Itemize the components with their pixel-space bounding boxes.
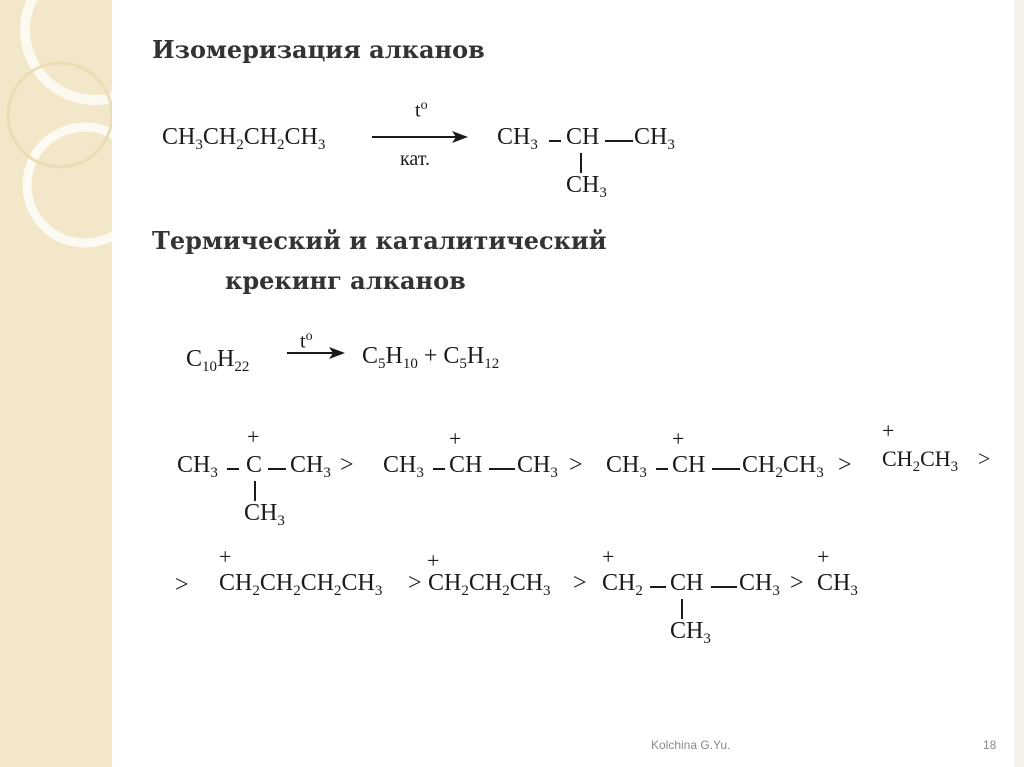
gt-6: >: [573, 570, 587, 596]
isobutane-right-group: $CH_3$: [634, 124, 675, 153]
cation1-charge: +: [247, 424, 260, 449]
cation2-charge: +: [449, 426, 462, 451]
cation3-bond-right: [712, 468, 740, 470]
arrow1-temperature-label: $t^o$: [415, 98, 428, 122]
cation2-bond-left: [433, 468, 445, 470]
decorative-side-band: [0, 0, 112, 767]
cation4-charge: +: [882, 418, 895, 443]
cation7-branch: $CH_3$: [670, 618, 711, 647]
arrow2-temperature-label: $t^o$: [300, 329, 313, 353]
cation3-left: $CH_3$: [606, 452, 647, 481]
gt-4: >: [978, 446, 991, 471]
arrow1-catalyst-label: кат.: [400, 148, 431, 170]
cation7-charge: +: [602, 544, 615, 569]
cation3-right: $CH_2CH_3$: [742, 452, 824, 481]
gt-7: >: [790, 570, 804, 596]
cation7-bond-right: [711, 586, 737, 588]
right-edge-shade: [1014, 0, 1024, 767]
title-cracking-line1: Термический и каталитический: [152, 226, 607, 255]
cation6-charge: +: [427, 548, 440, 573]
isobutane-bond-down: [580, 153, 582, 173]
isobutane-bond-left: [549, 140, 561, 142]
cation7-left: $CH_2$: [602, 570, 643, 599]
decorative-rings-icon: [0, 0, 112, 767]
gt-2: >: [569, 452, 583, 478]
cation1-center: C: [246, 452, 263, 478]
cation7-bond-down: [681, 599, 683, 619]
cation1-bond-right: [268, 468, 286, 470]
footer-author: Kolchina G.Yu.: [651, 738, 731, 752]
cation1-bond-down: [254, 481, 256, 501]
title-cracking-line2: крекинг алканов: [225, 266, 466, 295]
cation6: $CH_2CH_2CH_3$: [428, 570, 551, 599]
cation2-right: $CH_3$: [517, 452, 558, 481]
cation2-center: CH: [449, 452, 483, 478]
cation3-center: CH: [672, 452, 706, 478]
isobutane-branch: $CH_3$: [566, 172, 607, 201]
cation2-left: $CH_3$: [383, 452, 424, 481]
cation7-center: CH: [670, 570, 704, 596]
cation1-branch: $CH_3$: [244, 500, 285, 529]
cation5-charge: +: [219, 544, 232, 569]
cation4: $CH_2CH_3$: [882, 446, 959, 475]
cation7-right: $CH_3$: [739, 570, 780, 599]
arrow2-icon: [287, 346, 347, 360]
gt-5: >: [408, 570, 422, 596]
title-isomerization: Изомеризация алканов: [152, 35, 485, 64]
cation8-charge: +: [817, 544, 830, 569]
cracking-products: $C_5H_{10} + C_5H_{12}$: [362, 343, 500, 372]
cation2-bond-right: [489, 468, 515, 470]
page-number: 18: [983, 738, 997, 752]
arrow1-icon: [372, 130, 470, 144]
cation3-bond-left: [656, 468, 668, 470]
isomerization-reactant: $CH_3CH_2CH_2CH_3$: [162, 124, 326, 153]
isobutane-left-group: $CH_3$: [497, 124, 538, 153]
gt-3: >: [838, 452, 852, 478]
cation7-bond-left: [650, 586, 666, 588]
isobutane-center: CH: [566, 124, 600, 150]
gt-lead: >: [175, 572, 189, 598]
cation8: $CH_3$: [817, 570, 858, 599]
cation5: $CH_2CH_2CH_2CH_3$: [219, 570, 383, 599]
cation1-right: $CH_3$: [290, 452, 331, 481]
cracking-reactant: $C_{10}H_{22}$: [186, 346, 250, 375]
cation1-left: $CH_3$: [177, 452, 218, 481]
gt-1: >: [340, 452, 354, 478]
cation1-bond-left: [227, 468, 239, 470]
isobutane-bond-right: [605, 140, 633, 142]
cation3-charge: +: [672, 426, 685, 451]
